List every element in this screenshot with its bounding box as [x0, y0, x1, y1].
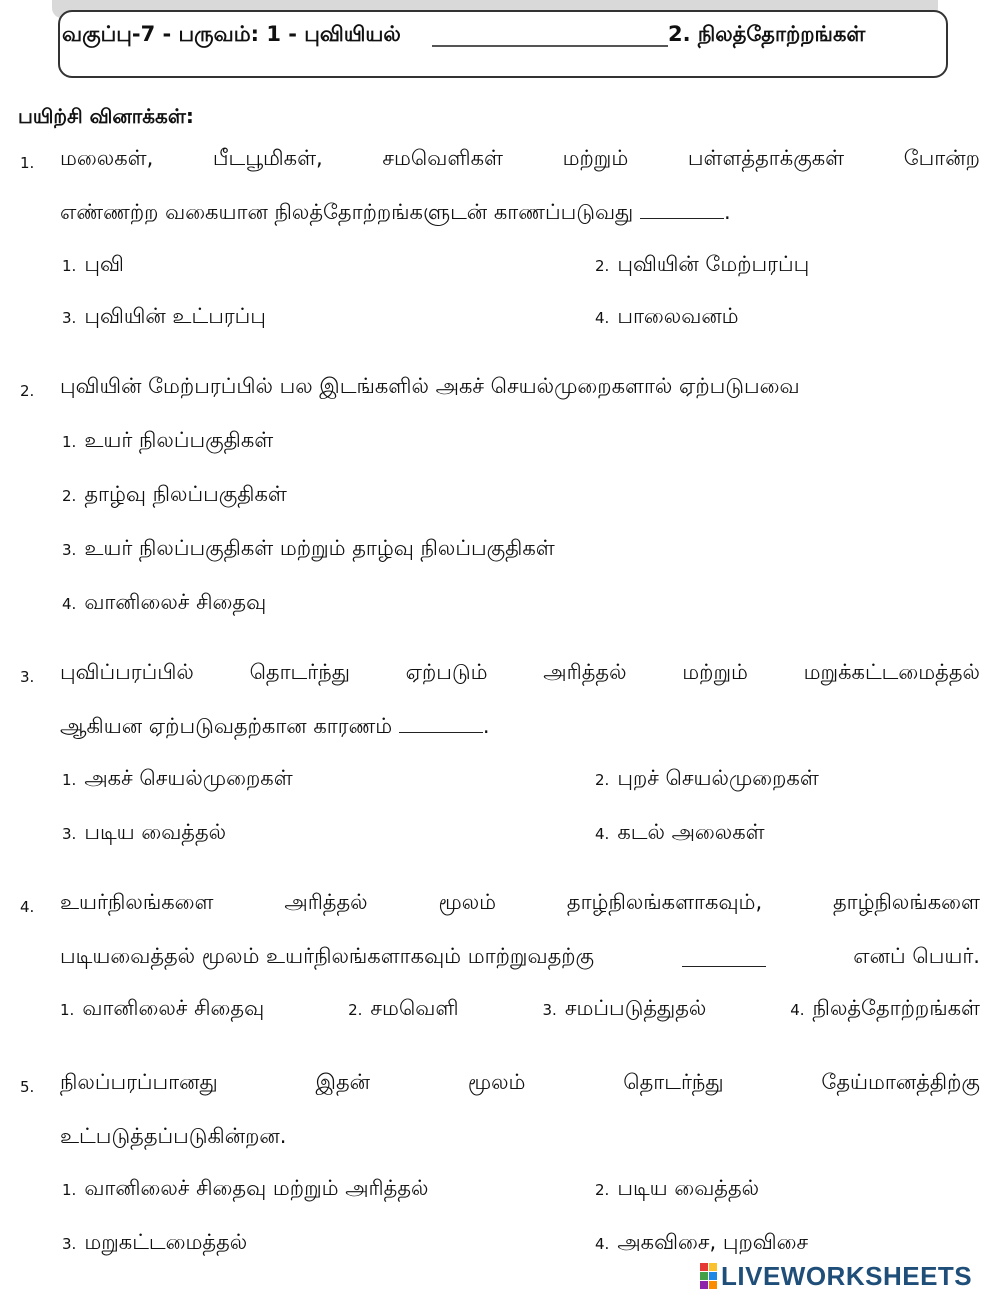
option-number: 1.: [62, 433, 77, 451]
option-number: 4.: [62, 595, 77, 613]
option[interactable]: [62, 428, 273, 455]
logo-block: [709, 1263, 717, 1271]
option[interactable]: [62, 482, 287, 509]
option-number: 4.: [595, 309, 610, 327]
word: மறுக்கட்டமைத்தல்: [803, 660, 980, 684]
word: மூலம்: [467, 1070, 526, 1094]
option[interactable]: [595, 820, 765, 847]
logo-block: [709, 1272, 717, 1280]
word: மூலம்: [438, 890, 497, 914]
word: மற்றும்: [682, 660, 748, 684]
word: நிலப்பரப்பானது: [60, 1070, 218, 1094]
question-number: 2.: [20, 382, 35, 400]
option-number: 3.: [62, 309, 77, 327]
word: தொடர்ந்து: [249, 660, 350, 684]
option-number: 3.: [62, 1235, 77, 1253]
word: தாழ்நிலங்களாகவும்,: [566, 890, 763, 914]
option-number: 1.: [62, 257, 77, 275]
option[interactable]: [60, 996, 264, 1023]
liveworksheets-logo[interactable]: [700, 1262, 972, 1290]
option-text: வானிலைச் சிதைவு: [84, 590, 267, 614]
option-number: 4.: [595, 825, 610, 843]
header-lesson-title: 2. நிலத்தோற்றங்கள்: [668, 22, 866, 46]
word: புவிப்பரப்பில்: [60, 660, 194, 684]
question-3-line-1: [60, 660, 980, 687]
word: பள்ளத்தாக்குகள்: [687, 146, 845, 170]
option-text: வானிலைச் சிதைவு மற்றும் அரித்தல்: [84, 1176, 429, 1200]
option[interactable]: [595, 766, 819, 793]
word: தொடர்ந்து: [623, 1070, 724, 1094]
option[interactable]: [62, 590, 266, 617]
question-5-line-2: உட்படுத்தப்படுகின்றன.: [60, 1124, 287, 1148]
option-text: உயர் நிலப்பகுதிகள் மற்றும் தாழ்வு நிலப்பகுதிகள்: [84, 536, 555, 560]
option-text: படிய வைத்தல்: [617, 1176, 760, 1200]
question-text: படியவைத்தல் மூலம் உயர்நிலங்களாகவும் மாற்றுவதற்கு: [60, 944, 595, 968]
question-2-line-1: புவியின் மேற்பரப்பில் பல இடங்களில் அகச் செயல்முறைகளால் ஏற்படுபவை: [60, 374, 800, 398]
answer-blank[interactable]: [399, 714, 483, 733]
option[interactable]: [595, 1230, 808, 1257]
option[interactable]: [62, 1230, 247, 1257]
option-number: 2.: [595, 257, 610, 275]
answer-blank[interactable]: [682, 948, 766, 967]
option[interactable]: [62, 1176, 428, 1203]
option-number: 1.: [62, 771, 77, 789]
option-number: 4.: [790, 1001, 805, 1019]
word: உயர்நிலங்களை: [60, 890, 214, 914]
option-text: சமவெளி: [370, 996, 459, 1020]
option-text: நிலத்தோற்றங்கள்: [812, 996, 980, 1020]
word: மற்றும்: [562, 146, 629, 170]
option-text: அகச் செயல்முறைகள்: [84, 766, 293, 790]
option[interactable]: [62, 766, 293, 793]
question-text: ஆகியன ஏற்படுவதற்கான காரணம்: [60, 714, 393, 738]
section-title: பயிற்சி வினாக்கள்:: [18, 104, 194, 128]
option[interactable]: [62, 304, 266, 331]
option-number: 1.: [62, 1181, 77, 1199]
option[interactable]: [62, 252, 124, 279]
word: சமவெளிகள்: [382, 146, 503, 170]
option[interactable]: [348, 996, 459, 1023]
option-text: வானிலைச் சிதைவு: [82, 996, 265, 1020]
option[interactable]: [595, 1176, 759, 1203]
question-4-line-1: [60, 890, 980, 917]
word: பீடபூமிகள்,: [212, 146, 323, 170]
logo-block: [700, 1281, 708, 1289]
option[interactable]: [595, 252, 809, 279]
word: மலைகள்,: [60, 146, 154, 170]
option[interactable]: [62, 820, 226, 847]
logo-text: LIVEWORKSHEETS: [721, 1260, 973, 1291]
question-3-line-2: [60, 714, 980, 741]
option[interactable]: [790, 996, 980, 1023]
option-number: 3.: [62, 825, 77, 843]
answer-blank[interactable]: [640, 200, 724, 219]
sentence-end: .: [723, 200, 731, 224]
option-text: பாலைவனம்: [617, 304, 739, 328]
option-text: அகவிசை, புறவிசை: [617, 1230, 809, 1254]
option-number: 3.: [62, 541, 77, 559]
question-text: எண்ணற்ற வகையான நிலத்தோற்றங்களுடன் காணப்படுவது: [60, 200, 634, 224]
word: அரித்தல்: [284, 890, 368, 914]
option-text: சமப்படுத்துதல்: [564, 996, 707, 1020]
logo-block: [700, 1263, 708, 1271]
question-text-end: எனப் பெயர்.: [853, 944, 980, 968]
question-5-line-1: [60, 1070, 980, 1097]
option-text: புவி: [84, 252, 124, 276]
logo-block: [709, 1281, 717, 1289]
option-text: தாழ்வு நிலப்பகுதிகள்: [84, 482, 287, 506]
option-number: 4.: [595, 1235, 610, 1253]
word: தாழ்நிலங்களை: [832, 890, 980, 914]
option-number: 2.: [348, 1001, 363, 1019]
logo-blocks-icon: [700, 1263, 717, 1289]
question-number: 3.: [20, 668, 35, 686]
option-text: கடல் அலைகள்: [617, 820, 765, 844]
option-text: புறச் செயல்முறைகள்: [617, 766, 819, 790]
header-subject: வகுப்பு-7 - பருவம்: 1 - புவியியல்: [62, 22, 401, 46]
word: தேய்மானத்திற்கு: [821, 1070, 980, 1094]
option-text: மறுகட்டமைத்தல்: [84, 1230, 248, 1254]
question-number: 1.: [20, 154, 35, 172]
question-1-line-1: [60, 146, 980, 173]
question-1-line-2: [60, 200, 980, 227]
option-number: 2.: [595, 1181, 610, 1199]
option-text: புவியின் மேற்பரப்பு: [617, 252, 810, 276]
option-number: 2.: [595, 771, 610, 789]
word: போன்ற: [903, 146, 980, 170]
option-number: 1.: [60, 1001, 75, 1019]
option[interactable]: [62, 536, 555, 563]
option[interactable]: [543, 996, 707, 1023]
logo-block: [700, 1272, 708, 1280]
word: இதன்: [315, 1070, 371, 1094]
option-text: புவியின் உட்பரப்பு: [84, 304, 266, 328]
question-number: 5.: [20, 1078, 35, 1096]
sentence-end: .: [482, 714, 490, 738]
word: ஏற்படும்: [405, 660, 488, 684]
word: அரித்தல்: [543, 660, 627, 684]
header-divider-line: [432, 45, 668, 47]
option[interactable]: [595, 304, 739, 331]
option-number: 3.: [542, 1001, 557, 1019]
option-number: 2.: [62, 487, 77, 505]
question-number: 4.: [20, 898, 35, 916]
option-text: படிய வைத்தல்: [84, 820, 227, 844]
option-text: உயர் நிலப்பகுதிகள்: [84, 428, 274, 452]
question-4-options: [60, 996, 980, 1023]
question-4-line-2: [60, 944, 980, 971]
